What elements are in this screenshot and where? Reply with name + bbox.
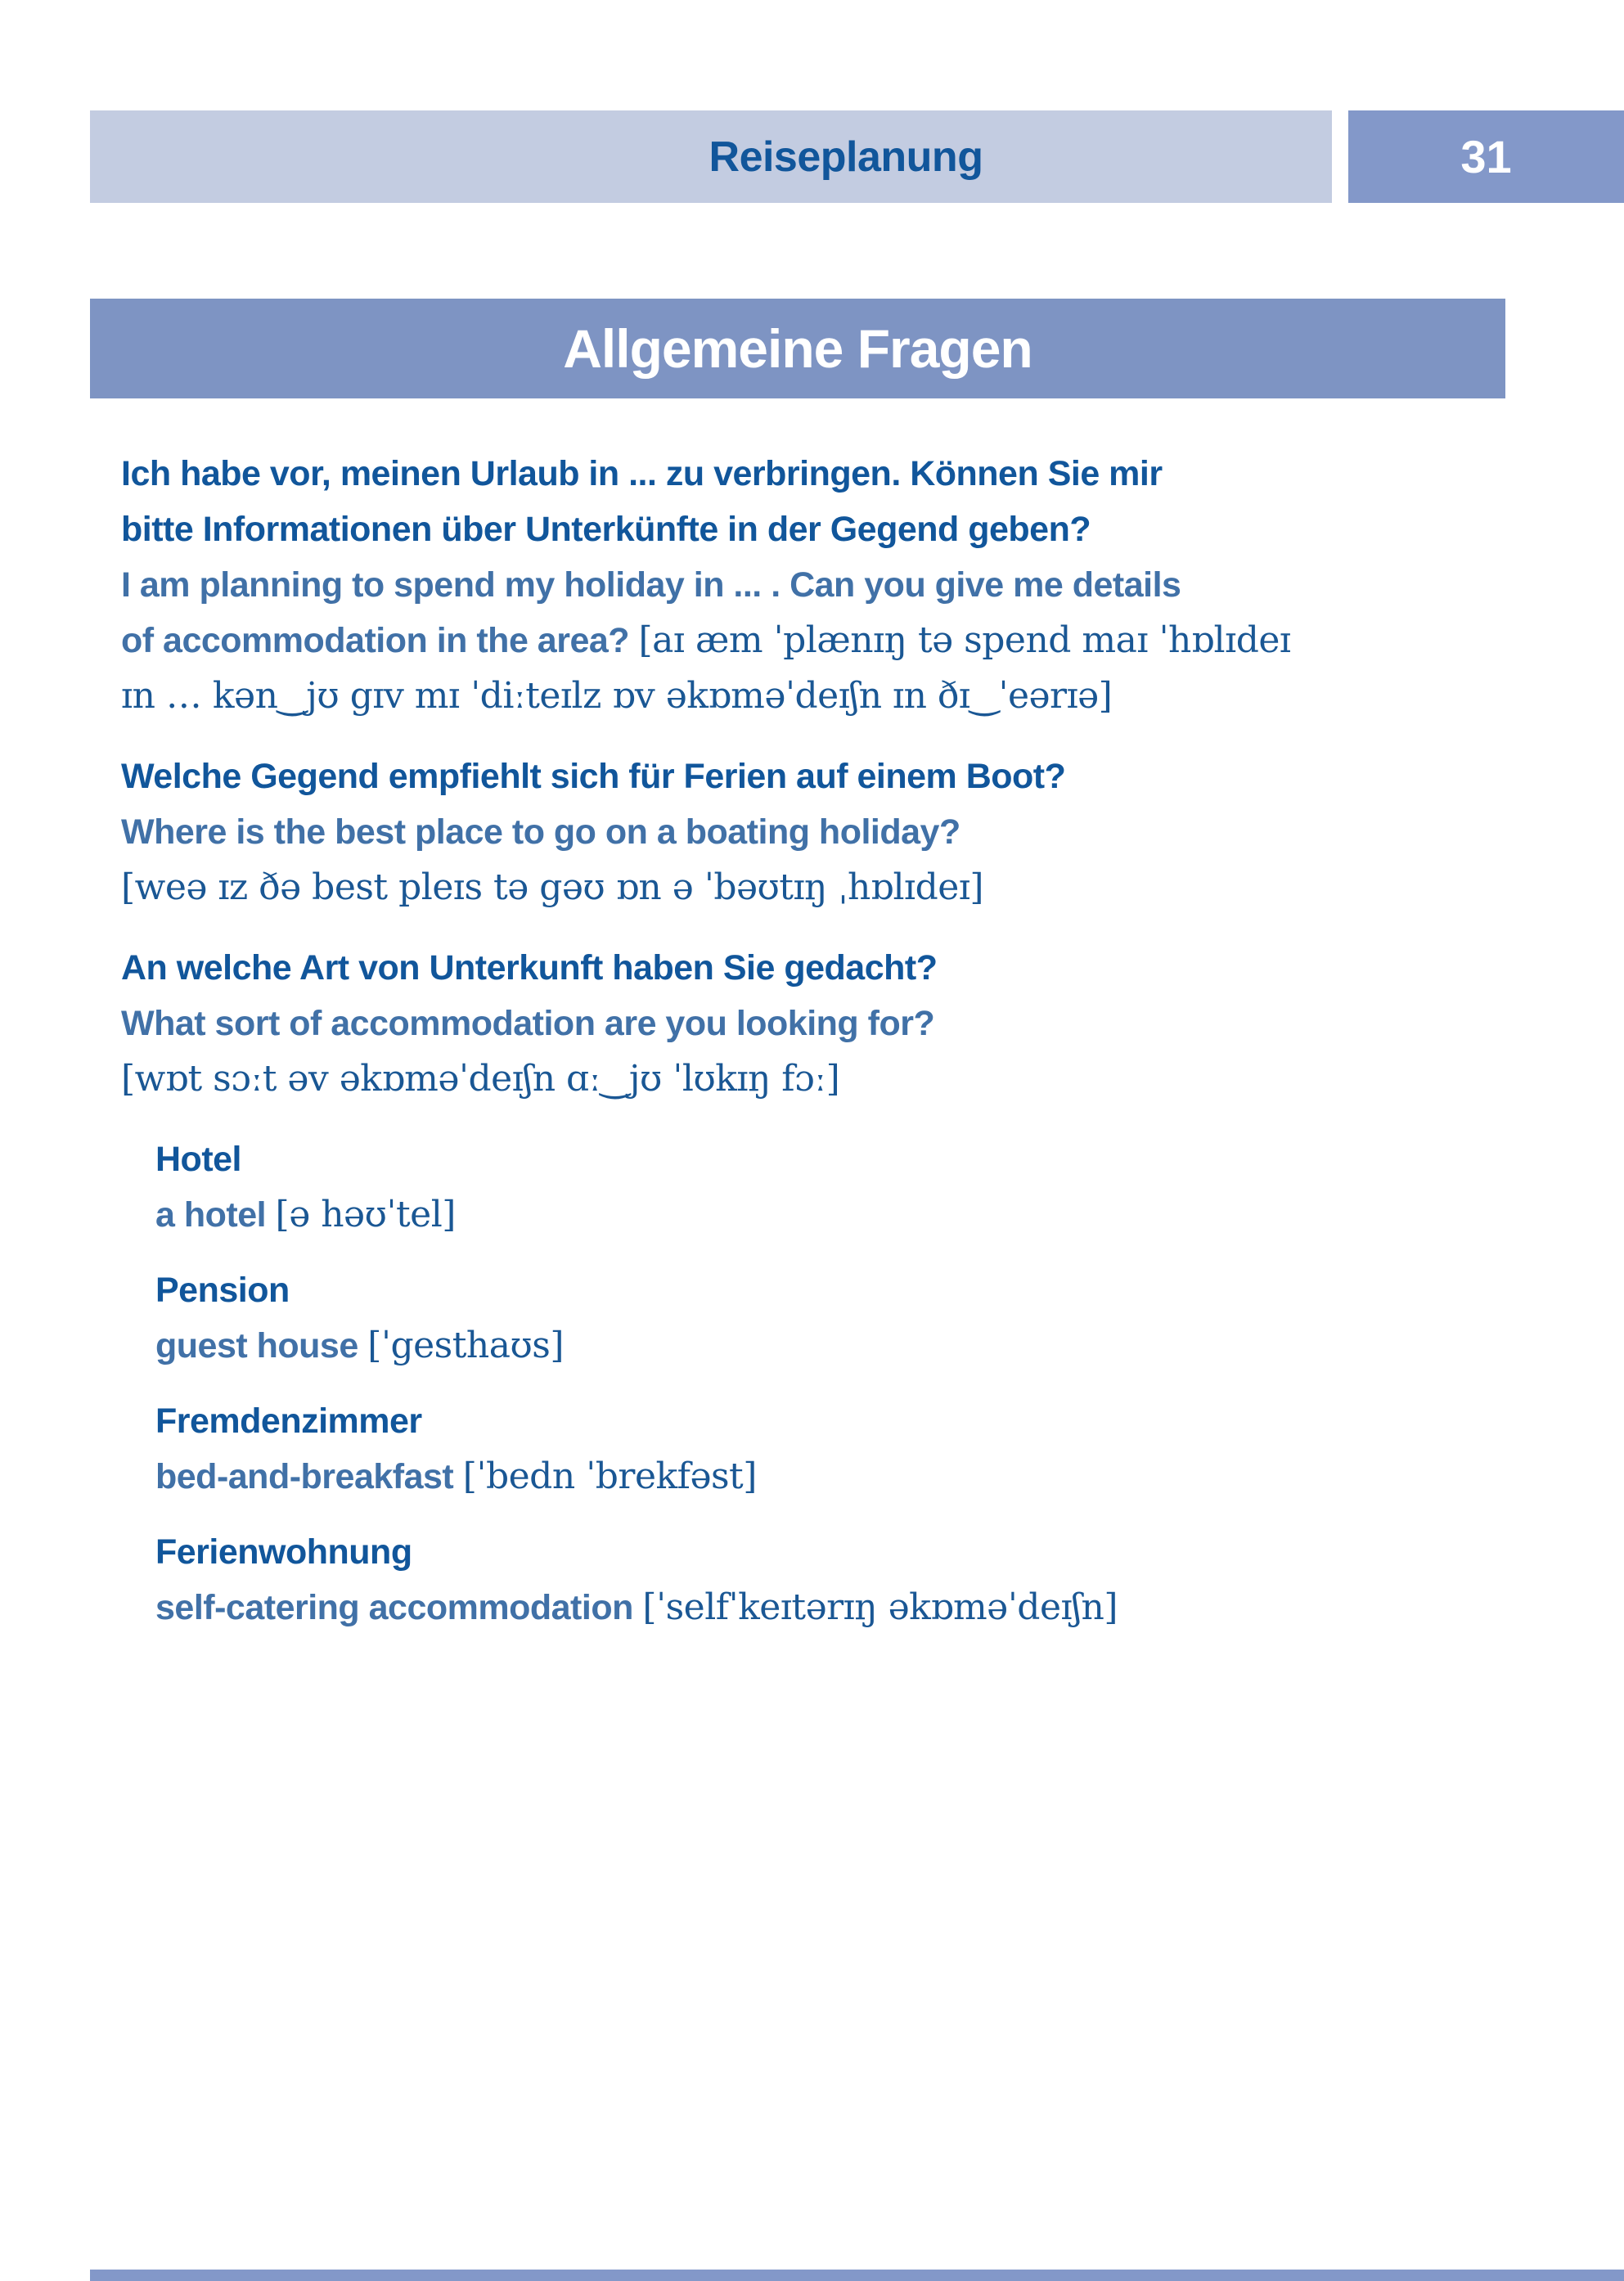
english-text: Where is the best place to go on a boating holiday? [121,812,960,852]
entry-block [155,1393,1591,1505]
entry-block [155,1524,1591,1635]
text-line [121,1051,1591,1107]
english-text: What sort of accommodation are you looking for? [121,1004,935,1043]
english-text: a hotel [155,1195,276,1235]
english-text: bed-and-breakfast [155,1457,463,1496]
phrase-content [121,446,1591,1655]
text-line [155,1132,1591,1187]
english-text: self-catering accommodation [155,1588,643,1627]
phrase-block [121,749,1591,916]
text-line [121,668,1591,724]
text-line [121,996,1591,1051]
entry-block [155,1262,1591,1374]
german-text: bitte Informationen über Unterkünfte in der Gegend geben? [121,510,1091,549]
ipa-text: [ˈselfˈkeɪtərɪŋ əkɒməˈdeɪʃn] [642,1586,1118,1628]
text-line [121,749,1591,804]
footer-rule [90,2270,1624,2281]
phrase-list [121,446,1591,1107]
phrase-block [121,446,1591,724]
text-line [155,1318,1591,1374]
text-line [155,1524,1591,1580]
section-banner [90,299,1505,398]
text-line [121,557,1591,613]
ipa-text: [ˈgesthaʊs] [367,1325,565,1366]
chapter-title: Reiseplanung [709,133,983,181]
text-line [121,940,1591,996]
entry-block [155,1132,1591,1243]
german-text: Pension [155,1271,290,1310]
ipa-text: [weə ɪz ðə best pleɪs tə gəʊ ɒn ə ˈbəʊtɪŋ ˌhɒlɪdeɪ] [121,866,984,908]
page-number-box [1348,110,1624,203]
text-line [121,804,1591,860]
text-line [121,860,1591,916]
chapter-header-bar [90,110,1332,203]
text-line [155,1393,1591,1449]
english-text: guest house [155,1326,368,1365]
german-text: An welche Art von Unterkunft haben Sie gedacht? [121,948,938,988]
text-line [121,502,1591,557]
german-text: Fremdenzimmer [155,1401,422,1441]
german-text: Ferienwohnung [155,1532,412,1572]
english-text: of accommodation in the area? [121,621,639,660]
german-text: Hotel [155,1140,241,1179]
text-line [155,1262,1591,1318]
ipa-text: [aɪ æm ˈplænɪŋ tə spend maɪ ˈhɒlɪdeɪ [638,619,1291,661]
text-line [155,1449,1591,1505]
text-line [155,1187,1591,1243]
text-line [121,446,1591,502]
ipa-text: ɪn … kən‿jʊ gɪv mɪ ˈdiːteɪlz ɒv əkɒməˈdeɪʃn ɪn ðɪ‿ˈeərɪə] [121,675,1113,717]
ipa-text: [wɒt sɔːt əv əkɒməˈdeɪʃn ɑː‿jʊ ˈlʊkɪŋ fɔː] [121,1058,840,1100]
entry-list [121,1132,1591,1635]
phrase-block [121,940,1591,1107]
text-line [155,1580,1591,1635]
text-line [121,613,1591,668]
german-text: Welche Gegend empfiehlt sich für Ferien auf einem Boot? [121,757,1066,796]
section-title: Allgemeine Fragen [563,318,1032,379]
english-text: I am planning to spend my holiday in ... . Can you give me details [121,565,1181,605]
ipa-text: [ə həʊˈtel] [275,1194,456,1235]
german-text: Ich habe vor, meinen Urlaub in ... zu verbringen. Können Sie mir [121,454,1163,493]
page-number: 31 [1460,131,1512,182]
ipa-text: [ˈbedn ˈbrekfəst] [462,1455,757,1497]
